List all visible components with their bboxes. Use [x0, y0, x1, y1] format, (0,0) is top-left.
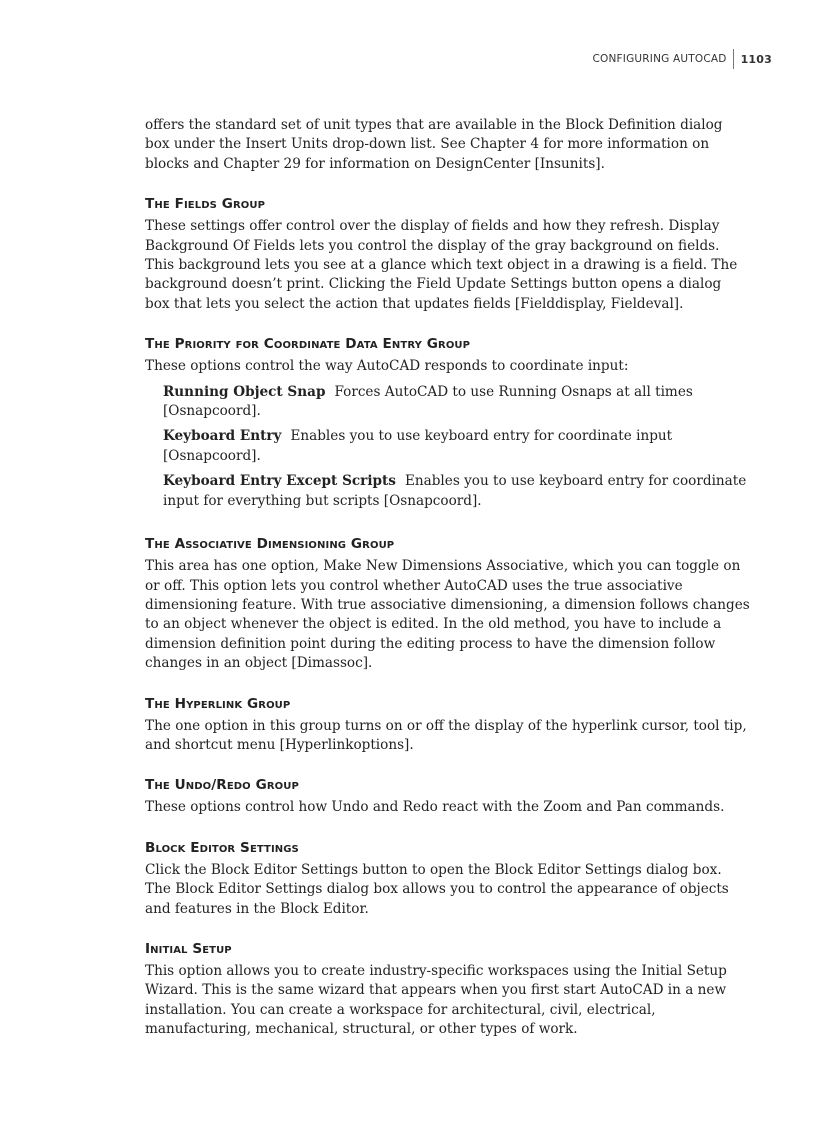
heading-initial-setup: Initial Setup: [145, 940, 232, 957]
heading-fields-group: The Fields Group: [145, 196, 266, 213]
intro-paragraph: offers the standard set of unit types that are available in the Block Definition dialog box under the Insert Units drop-down list. See Chapter 4 for more information on blocks and Chapter 29 for information on DesignCenter [Insunits].: [145, 117, 723, 172]
header-divider: [733, 49, 734, 69]
page-number: 1103: [740, 52, 772, 66]
initial-setup-paragraph: This option allows you to create industry-specific workspaces using the Initial Setup Wizard. This is the same wizard that appears when you first start AutoCAD in a new installation. You can create a workspace for architectural, civil, electrical, manufacturing, mechanical, structural, or other types of work.: [145, 962, 727, 1038]
term-label: Keyboard Entry: [163, 428, 282, 445]
term-label: Running Object Snap: [163, 383, 326, 400]
heading-priority-group: The Priority for Coordinate Data Entry Group: [145, 336, 471, 353]
associative-dimensioning-paragraph: This area has one option, Make New Dimensions Associative, which you can toggle on or off. This option lets you control whether AutoCAD uses the true associative dimensioning feature. With true associative dimensioning, a dimension follows changes to an object whenever the object is edited. In the old method, you have to include a dimension definition point during the editing process to have the dimension follow changes in an object [Dimassoc].: [145, 558, 750, 672]
heading-undo-redo-group: The Undo/Redo Group: [145, 777, 299, 794]
priority-group-paragraph: These options control the way AutoCAD responds to coordinate input:: [145, 358, 629, 375]
running-head: [593, 49, 773, 69]
fields-group-paragraph: These settings offer control over the display of fields and how they refresh. Display Background Of Fields lets you control the display of the gray background on fields. This background lets you see at a glance which text object in a drawing is a field. The background doesn’t print. Clicking the Field Update Settings button opens a dialog box that lets you select the action that updates fields [Fielddisplay, Fieldeval].: [145, 218, 738, 312]
page-body: [145, 116, 750, 1040]
block-editor-settings-paragraph: Click the Block Editor Settings button to open the Block Editor Settings dialog box. The Block Editor Settings dialog box allows you to control the appearance of objects and features in the Block Editor.: [145, 861, 729, 917]
term-keyboard-entry-except-scripts: [163, 472, 750, 511]
term-description: Forces AutoCAD to use Running Osnaps at all times [Osnapcoord].: [163, 383, 693, 420]
term-running-object-snap: [163, 383, 750, 422]
term-description: Enables you to use keyboard entry for coordinate input for everything but scripts [Osnapcoord].: [163, 473, 747, 509]
undo-redo-group-paragraph: These options control how Undo and Redo react with the Zoom and Pan commands.: [145, 799, 725, 816]
hyperlink-group-paragraph: The one option in this group turns on or off the display of the hyperlink cursor, tool tip, and shortcut menu [Hyperlinkoptions].: [145, 717, 747, 753]
term-description: Enables you to use keyboard entry for coordinate input [Osnapcoord].: [163, 428, 673, 464]
term-label: Keyboard Entry Except Scripts: [163, 473, 396, 490]
chapter-title: CONFIGURING AUTOCAD: [592, 53, 727, 65]
heading-hyperlink-group: The Hyperlink Group: [145, 695, 291, 712]
heading-block-editor-settings: Block Editor Settings: [145, 839, 299, 856]
heading-associative-dimensioning-group: The Associative Dimensioning Group: [145, 536, 395, 553]
term-keyboard-entry: [163, 427, 750, 466]
